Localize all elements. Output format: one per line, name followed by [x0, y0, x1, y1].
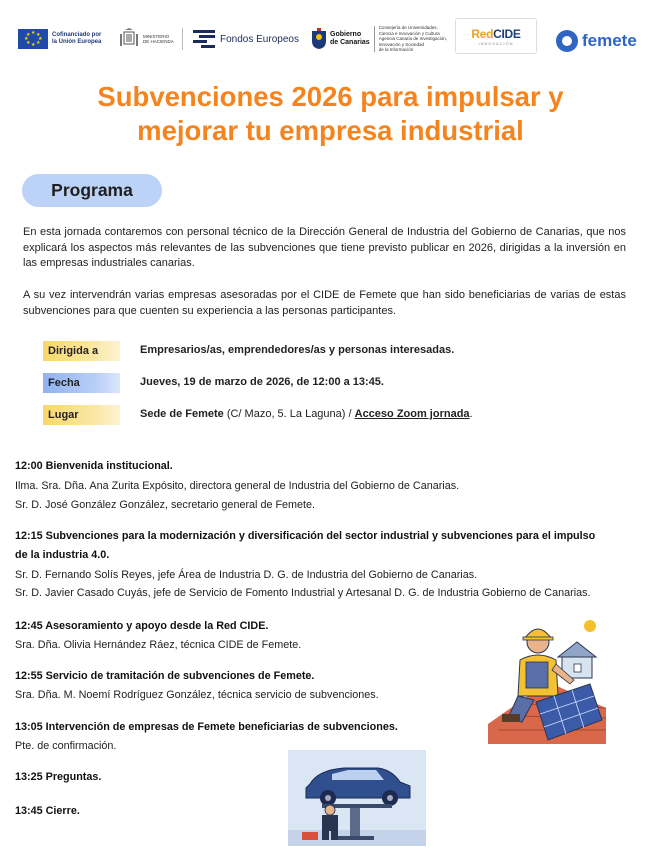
redcide-cide: CIDE [493, 26, 521, 41]
eu-line2: la Unión Europea [52, 39, 102, 45]
ministerio-line2: DE HACIENDA [143, 39, 174, 44]
consejeria-line1: Consejería de Universidades, [378, 25, 438, 31]
fecha-label: Fecha [43, 373, 120, 393]
agenda-item-4-title: 12:55 Servicio de tramitación de subvenciones de Femete. [15, 670, 315, 682]
fecha-value: Jueves, 19 de marzo de 2026, de 12:00 a 13:45. [140, 376, 384, 388]
consejeria-line3: Agencia Canaria de Investigación, [378, 36, 447, 42]
agenda-item-4-speaker-1: Sra. Dña. M. Noemí Rodríguez González, técnica servicio de subvenciones. [15, 689, 379, 701]
title-line1: Subvenciones 2026 para impulsar y [97, 81, 564, 112]
info-row-dirigida [43, 340, 120, 362]
femete-icon [556, 30, 578, 52]
consejeria-line2: Ciencia e Innovación y Cultura [378, 30, 440, 36]
eu-flag-icon: ★ ★ ★ ★ ★ ★ ★ ★ [18, 29, 48, 49]
femete-logo [556, 26, 637, 56]
intro-paragraph-2: A su vez intervendrán varias empresas asesoradas por el CIDE de Femete que han sido beneficiarias de varias de estas subvenciones para que cuenten su experiencia a las personas participantes. [23, 289, 626, 317]
dirigida-value: Empresarios/as, emprendedores/as y personas interesadas. [140, 344, 455, 356]
agenda-item-1-title: 12:00 Bienvenida institucional. [15, 460, 173, 472]
info-row-fecha [43, 372, 120, 394]
dirigida-label: Dirigida a [43, 341, 120, 361]
canarias-shield-icon [311, 28, 327, 50]
femete-text: femete [582, 31, 637, 50]
agenda-item-1-speaker-2: Sr. D. José González González, secretario general de Femete. [15, 499, 316, 511]
lugar-value [140, 408, 473, 420]
lugar-label: Lugar [43, 405, 120, 425]
lugar-venue: Sede de Femete [140, 408, 224, 420]
fondos-mark-icon [193, 29, 215, 49]
coat-of-arms-icon [119, 28, 139, 50]
gobierno-canarias-logo [311, 24, 447, 54]
eu-logo [18, 24, 101, 54]
page-title [0, 80, 661, 148]
agenda-item-2-speaker-1: Sr. D. Fernando Solís Reyes, jefe Área de Industria D. G. de Industria del Gobierno de Canarias. [15, 569, 478, 581]
redcide-logo [455, 21, 537, 51]
redcide-sub: INNOVACIÓN [478, 40, 514, 46]
agenda-item-2-title-1: 12:15 Subvenciones para la modernización y diversificación del sector industrial y subvenciones para el impulso [15, 530, 596, 542]
zoom-link[interactable]: Acceso Zoom jornada [354, 408, 470, 420]
gobierno-line1: Gobierno [330, 31, 362, 38]
info-row-lugar [43, 404, 120, 426]
redcide-red: Red [471, 26, 494, 41]
lugar-end: . [469, 408, 473, 420]
agenda-item-2-speaker-2: Sr. D. Javier Casado Cuyás, jefe de Servicio de Fomento Industrial y Artesanal D. G. de Industria Gobierno de Canarias. [15, 587, 591, 599]
agenda-item-5-note: Pte. de confirmación. [15, 740, 117, 752]
agenda-item-3-title: 12:45 Asesoramiento y apoyo desde la Red CIDE. [15, 620, 269, 632]
section-label: Programa [22, 174, 162, 207]
gobierno-line2: de Canarias [330, 39, 370, 46]
ministerio-line1: MINISTERIO [143, 33, 170, 39]
agenda-item-2-title-2: de la industria 4.0. [15, 549, 110, 561]
eu-line1: Cofinanciado por [52, 32, 102, 38]
consejeria-line5: de la Información [378, 47, 414, 53]
consejeria-line4: Innovación y Sociedad [378, 41, 424, 47]
fondos-text: Fondos Europeos [220, 33, 299, 45]
agenda-item-3-speaker-1: Sra. Dña. Olivia Hernández Ráez, técnica CIDE de Femete. [15, 639, 302, 651]
agenda-item-5-title: 13:05 Intervención de empresas de Femete beneficiarias de subvenciones. [15, 721, 398, 733]
agenda-item-6-title: 13:25 Preguntas. [15, 771, 102, 783]
car-mechanic-illustration [288, 750, 426, 846]
fondos-europeos-logo [193, 24, 299, 54]
intro-paragraph-1: En esta jornada contaremos con personal técnico de la Dirección General de Industria del Gobierno de Canarias, que nos explicará los aspectos más relevantes de las subvenciones que tiene previsto publicar en 2026, dirigidas a la inversión en las empresas industriales canarias. [23, 226, 626, 269]
agenda-item-1-speaker-1: Ilma. Sra. Dña. Ana Zurita Expósito, directora general de Industria del Gobierno de Canarias. [15, 480, 460, 492]
lugar-address: (C/ Mazo, 5. La Laguna) / [223, 408, 355, 420]
title-line2: mejorar tu empresa industrial [137, 115, 524, 146]
ministerio-logo [119, 24, 183, 54]
solar-worker-illustration [478, 612, 608, 744]
agenda-item-7-title: 13:45 Cierre. [15, 805, 80, 817]
